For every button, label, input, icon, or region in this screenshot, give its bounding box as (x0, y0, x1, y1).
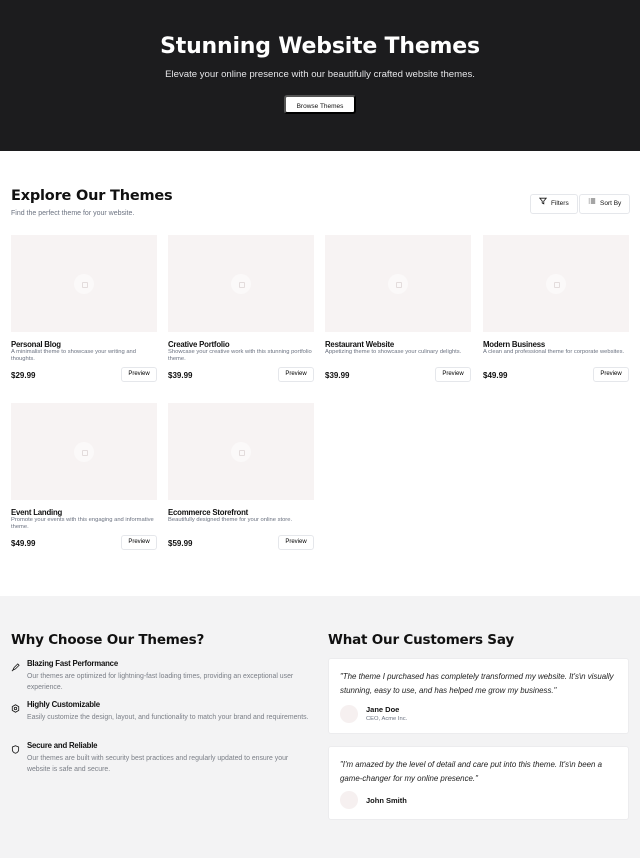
feature-description: Our themes are optimized for lightning-fast loading times, providing an exceptional user experience. (27, 673, 294, 691)
image-icon (231, 274, 251, 294)
preview-button[interactable]: Preview (278, 535, 314, 550)
image-icon (74, 442, 94, 462)
explore-subtitle: Find the perfect theme for your website. (11, 210, 135, 217)
filters-label: Filters (551, 200, 569, 207)
theme-price: $39.99 (325, 371, 350, 380)
theme-name: Event Landing (11, 508, 63, 517)
theme-description: Appetizing theme to showcase your culinary delights. (325, 349, 462, 355)
theme-card[interactable] (11, 235, 157, 380)
theme-image-placeholder (168, 235, 314, 332)
filter-icon (539, 195, 547, 213)
rocket-icon (11, 659, 21, 669)
testimonial-quote: "I'm amazed by the level of detail and care put into this theme. It's\n been a game-changer for my online presence." (340, 760, 602, 783)
theme-name: Personal Blog (11, 340, 61, 349)
preview-button[interactable]: Preview (593, 367, 629, 382)
feature-description: Our themes are built with security best practices and regularly updated to ensure your website is safe and secure. (27, 755, 289, 773)
shield-icon (11, 741, 21, 751)
theme-image-placeholder (11, 403, 157, 500)
theme-description: Promote your events with this engaging and informative theme. (11, 517, 154, 530)
feature-title: Blazing Fast Performance (27, 659, 118, 668)
features-testimonials-section (0, 596, 640, 858)
theme-image-placeholder (168, 403, 314, 500)
theme-price: $39.99 (168, 371, 193, 380)
sort-by-button[interactable] (579, 194, 630, 214)
settings-icon (11, 700, 21, 710)
theme-name: Modern Business (483, 340, 545, 349)
testimonial-card (328, 746, 629, 820)
hero-title: Stunning Website Themes (160, 34, 480, 59)
testimonial-name: Jane Doe (366, 705, 400, 714)
theme-name: Restaurant Website (325, 340, 395, 349)
explore-title: Explore Our Themes (11, 188, 173, 204)
theme-card[interactable] (325, 235, 471, 380)
sort-icon (588, 195, 596, 213)
theme-name: Ecommerce Storefront (168, 508, 249, 517)
theme-description: Beautifully designed theme for your online store. (168, 517, 293, 523)
theme-description: Showcase your creative work with this stunning portfolio theme. (168, 349, 312, 362)
browse-themes-button[interactable]: Browse Themes (284, 95, 356, 114)
hero-section (0, 0, 640, 151)
theme-name: Creative Portfolio (168, 340, 230, 349)
theme-card[interactable] (483, 235, 629, 380)
image-icon (388, 274, 408, 294)
theme-price: $49.99 (11, 539, 36, 548)
testimonials-title: What Our Customers Say (328, 632, 514, 648)
theme-card[interactable] (168, 403, 314, 548)
preview-button[interactable]: Preview (121, 367, 157, 382)
feature-title: Highly Customizable (27, 700, 100, 709)
feature-title: Secure and Reliable (27, 741, 98, 750)
theme-card[interactable] (168, 235, 314, 380)
hero-subtitle: Elevate your online presence with our beautifully crafted website themes. (165, 69, 475, 80)
theme-description: A minimalist theme to showcase your writing and thoughts. (11, 349, 137, 362)
avatar (340, 705, 358, 723)
theme-image-placeholder (325, 235, 471, 332)
preview-button[interactable]: Preview (278, 367, 314, 382)
image-icon (231, 442, 251, 462)
testimonial-card (328, 658, 629, 734)
image-icon (74, 274, 94, 294)
why-title: Why Choose Our Themes? (11, 632, 205, 648)
testimonial-role: CEO, Acme Inc. (366, 716, 408, 722)
theme-card[interactable] (11, 403, 157, 548)
theme-price: $49.99 (483, 371, 508, 380)
theme-image-placeholder (483, 235, 629, 332)
feature-description: Easily customize the design, layout, and functionality to match your brand and requirements. (27, 714, 309, 721)
sort-by-label: Sort By (600, 200, 622, 207)
preview-button[interactable]: Preview (435, 367, 471, 382)
avatar (340, 791, 358, 809)
filters-button[interactable] (530, 194, 578, 214)
preview-button[interactable]: Preview (121, 535, 157, 550)
testimonial-name: John Smith (366, 796, 407, 805)
testimonial-quote: "The theme I purchased has completely transformed my website. It's\n visually stunning, easy to use, and has helped me grow my business." (340, 672, 614, 695)
theme-description: A clean and professional theme for corporate websites. (483, 349, 625, 355)
image-icon (546, 274, 566, 294)
theme-image-placeholder (11, 235, 157, 332)
theme-price: $29.99 (11, 371, 36, 380)
theme-price: $59.99 (168, 539, 193, 548)
